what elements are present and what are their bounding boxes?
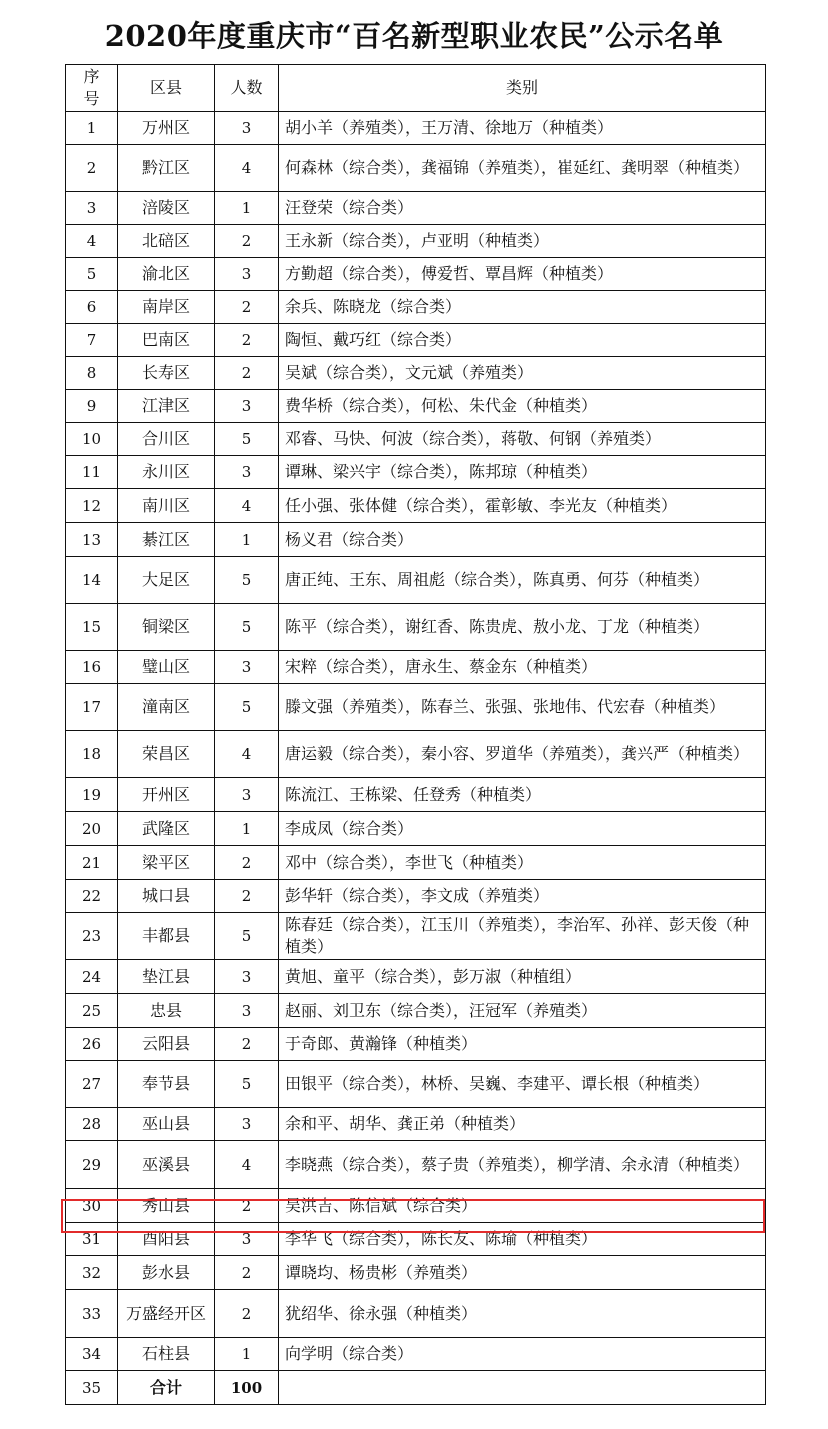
page-title: 2020年度重庆市“百名新型职业农民”公示名单 (104, 19, 724, 53)
row-names: 吴洪吉、陈信斌（综合类） (279, 1189, 766, 1223)
row-count: 3 (215, 1108, 279, 1141)
row-district: 巴南区 (118, 324, 215, 357)
row-district: 渝北区 (118, 258, 215, 291)
row-names: 费华桥（综合类），何松、朱代金（种植类） (279, 390, 766, 423)
row-count: 4 (215, 1141, 279, 1189)
table-row (66, 192, 766, 225)
row-district: 石柱县 (118, 1338, 215, 1371)
table-row (66, 1028, 766, 1061)
row-names: 杨义君（综合类） (279, 523, 766, 557)
row-index: 29 (66, 1141, 118, 1189)
row-names: 陈春廷（综合类），江玉川（养殖类），李治军、孙祥、彭天俊（种植类） (279, 913, 766, 960)
row-district: 长寿区 (118, 357, 215, 390)
row-district: 奉节县 (118, 1061, 215, 1108)
row-index: 7 (66, 324, 118, 357)
table-row (66, 1061, 766, 1108)
row-district: 綦江区 (118, 523, 215, 557)
row-names: 任小强、张体健（综合类），霍彰敏、李光友（种植类） (279, 489, 766, 523)
row-district: 江津区 (118, 390, 215, 423)
row-count: 3 (215, 1223, 279, 1256)
row-district: 北碚区 (118, 225, 215, 258)
row-names: 陈流江、王栋梁、任登秀（种植类） (279, 778, 766, 812)
table-row (66, 1189, 766, 1223)
row-names: 陈平（综合类），谢红香、陈贵虎、敖小龙、丁龙（种植类） (279, 604, 766, 651)
row-names: 向学明（综合类） (279, 1338, 766, 1371)
table-row (66, 1141, 766, 1189)
row-count: 4 (215, 489, 279, 523)
row-index: 28 (66, 1108, 118, 1141)
row-index: 20 (66, 812, 118, 846)
row-names: 余兵、陈晓龙（综合类） (279, 291, 766, 324)
row-index: 8 (66, 357, 118, 390)
table-row (66, 846, 766, 880)
row-district: 酉阳县 (118, 1223, 215, 1256)
table-row (66, 489, 766, 523)
table-row (66, 684, 766, 731)
row-count: 2 (215, 291, 279, 324)
table-row (66, 960, 766, 994)
row-names: 李晓燕（综合类），蔡子贵（养殖类），柳学清、余永清（种植类） (279, 1141, 766, 1189)
table-row (66, 994, 766, 1028)
row-count: 2 (215, 1028, 279, 1061)
row-index: 34 (66, 1338, 118, 1371)
row-index: 1 (66, 112, 118, 145)
row-names: 陶恒、戴巧红（综合类） (279, 324, 766, 357)
row-count: 3 (215, 258, 279, 291)
row-index: 12 (66, 489, 118, 523)
row-index: 19 (66, 778, 118, 812)
row-count: 2 (215, 324, 279, 357)
row-district: 南川区 (118, 489, 215, 523)
row-index: 2 (66, 145, 118, 192)
row-names: 邓中（综合类），李世飞（种植类） (279, 846, 766, 880)
table-row (66, 258, 766, 291)
row-names: 谭琳、梁兴宇（综合类），陈邦琼（种植类） (279, 456, 766, 489)
row-index: 14 (66, 557, 118, 604)
row-index: 21 (66, 846, 118, 880)
row-index: 31 (66, 1223, 118, 1256)
row-count: 2 (215, 1256, 279, 1290)
total-count: 100 (215, 1371, 279, 1405)
row-count: 2 (215, 1290, 279, 1338)
row-district: 荣昌区 (118, 731, 215, 778)
row-district: 铜梁区 (118, 604, 215, 651)
table-row (66, 778, 766, 812)
row-count: 2 (215, 880, 279, 913)
row-names: 王永新（综合类），卢亚明（种植类） (279, 225, 766, 258)
table-row (66, 1223, 766, 1256)
row-names: 胡小羊（养殖类），王万清、徐地万（种植类） (279, 112, 766, 145)
row-names: 李成凤（综合类） (279, 812, 766, 846)
row-district: 丰都县 (118, 913, 215, 960)
row-names: 宋粹（综合类），唐永生、蔡金东（种植类） (279, 651, 766, 684)
table-row (66, 1108, 766, 1141)
row-names: 汪登荣（综合类） (279, 192, 766, 225)
row-index: 16 (66, 651, 118, 684)
row-index: 5 (66, 258, 118, 291)
table-header-row (66, 65, 766, 112)
row-index: 24 (66, 960, 118, 994)
row-index: 30 (66, 1189, 118, 1223)
table-row (66, 112, 766, 145)
row-count: 5 (215, 684, 279, 731)
row-count: 4 (215, 145, 279, 192)
row-district: 武隆区 (118, 812, 215, 846)
row-district: 万州区 (118, 112, 215, 145)
row-district: 潼南区 (118, 684, 215, 731)
row-names: 黄旭、童平（综合类），彭万淑（种植组） (279, 960, 766, 994)
table-row (66, 145, 766, 192)
row-names: 谭晓均、杨贵彬（养殖类） (279, 1256, 766, 1290)
farmer-list-table (65, 64, 766, 1405)
row-names: 犹绍华、徐永强（种植类） (279, 1290, 766, 1338)
row-district: 璧山区 (118, 651, 215, 684)
row-district: 秀山县 (118, 1189, 215, 1223)
row-names: 方勤超（综合类），傅爱哲、覃昌辉（种植类） (279, 258, 766, 291)
row-district: 城口县 (118, 880, 215, 913)
row-count: 3 (215, 456, 279, 489)
row-names: 邓睿、马快、何波（综合类），蒋敬、何钢（养殖类） (279, 423, 766, 456)
header-count: 人数 (215, 65, 279, 112)
row-names: 何森林（综合类），龚福锦（养殖类），崔延红、龚明翠（种植类） (279, 145, 766, 192)
row-index: 18 (66, 731, 118, 778)
row-names: 赵丽、刘卫东（综合类），汪冠军（养殖类） (279, 994, 766, 1028)
row-index: 9 (66, 390, 118, 423)
row-names: 吴斌（综合类），文元斌（养殖类） (279, 357, 766, 390)
row-district: 合川区 (118, 423, 215, 456)
row-count: 3 (215, 778, 279, 812)
row-names: 于奇郎、黄瀚锋（种植类） (279, 1028, 766, 1061)
row-count: 5 (215, 1061, 279, 1108)
row-count: 2 (215, 846, 279, 880)
row-index: 32 (66, 1256, 118, 1290)
row-district: 垫江县 (118, 960, 215, 994)
row-index: 26 (66, 1028, 118, 1061)
row-count: 4 (215, 731, 279, 778)
row-names: 唐运毅（综合类），秦小容、罗道华（养殖类），龚兴严（种植类） (279, 731, 766, 778)
row-count: 2 (215, 1189, 279, 1223)
total-label: 合计 (118, 1371, 215, 1405)
row-count: 5 (215, 557, 279, 604)
row-count: 2 (215, 357, 279, 390)
row-district: 梁平区 (118, 846, 215, 880)
row-district: 巫溪县 (118, 1141, 215, 1189)
row-index: 6 (66, 291, 118, 324)
row-index: 22 (66, 880, 118, 913)
row-count: 3 (215, 651, 279, 684)
row-index: 17 (66, 684, 118, 731)
header-index: 序号 (66, 65, 118, 112)
table-row (66, 291, 766, 324)
table-row (66, 880, 766, 913)
row-index: 10 (66, 423, 118, 456)
row-index: 25 (66, 994, 118, 1028)
table-row (66, 324, 766, 357)
row-index: 3 (66, 192, 118, 225)
row-index: 23 (66, 913, 118, 960)
row-count: 2 (215, 225, 279, 258)
row-count: 3 (215, 994, 279, 1028)
table-row (66, 1338, 766, 1371)
row-district: 大足区 (118, 557, 215, 604)
row-count: 1 (215, 192, 279, 225)
row-index: 11 (66, 456, 118, 489)
row-count: 5 (215, 423, 279, 456)
row-count: 1 (215, 812, 279, 846)
table-row (66, 1290, 766, 1338)
table-row (66, 913, 766, 960)
table-row (66, 357, 766, 390)
table-row (66, 523, 766, 557)
table-row (66, 731, 766, 778)
row-count: 5 (215, 604, 279, 651)
row-index: 27 (66, 1061, 118, 1108)
row-count: 1 (215, 1338, 279, 1371)
row-count: 1 (215, 523, 279, 557)
row-index: 13 (66, 523, 118, 557)
row-index: 15 (66, 604, 118, 651)
row-count: 3 (215, 112, 279, 145)
table-row (66, 1256, 766, 1290)
row-index: 4 (66, 225, 118, 258)
row-count: 3 (215, 960, 279, 994)
row-names: 李华飞（综合类），陈长友、陈瑜（种植类） (279, 1223, 766, 1256)
total-names (279, 1371, 766, 1405)
row-names: 唐正纯、王东、周祖彪（综合类），陈真勇、何芬（种植类） (279, 557, 766, 604)
row-district: 忠县 (118, 994, 215, 1028)
table-row (66, 604, 766, 651)
row-district: 万盛经开区 (118, 1290, 215, 1338)
row-district: 涪陵区 (118, 192, 215, 225)
row-names: 田银平（综合类），林桥、吴巍、李建平、谭长根（种植类） (279, 1061, 766, 1108)
row-district: 永川区 (118, 456, 215, 489)
row-names: 滕文强（养殖类），陈春兰、张强、张地伟、代宏春（种植类） (279, 684, 766, 731)
row-count: 3 (215, 390, 279, 423)
total-row (66, 1371, 766, 1405)
row-names: 余和平、胡华、龚正弟（种植类） (279, 1108, 766, 1141)
header-district: 区县 (118, 65, 215, 112)
row-count: 5 (215, 913, 279, 960)
row-district: 南岸区 (118, 291, 215, 324)
row-index: 33 (66, 1290, 118, 1338)
row-names: 彭华轩（综合类），李文成（养殖类） (279, 880, 766, 913)
header-category: 类别 (279, 65, 766, 112)
row-district: 开州区 (118, 778, 215, 812)
table-row (66, 557, 766, 604)
total-index: 35 (66, 1371, 118, 1405)
row-district: 彭水县 (118, 1256, 215, 1290)
table-row (66, 423, 766, 456)
row-district: 黔江区 (118, 145, 215, 192)
row-district: 巫山县 (118, 1108, 215, 1141)
table-row (66, 456, 766, 489)
table-row (66, 651, 766, 684)
table-row (66, 812, 766, 846)
row-district: 云阳县 (118, 1028, 215, 1061)
table-row (66, 390, 766, 423)
table-row (66, 225, 766, 258)
